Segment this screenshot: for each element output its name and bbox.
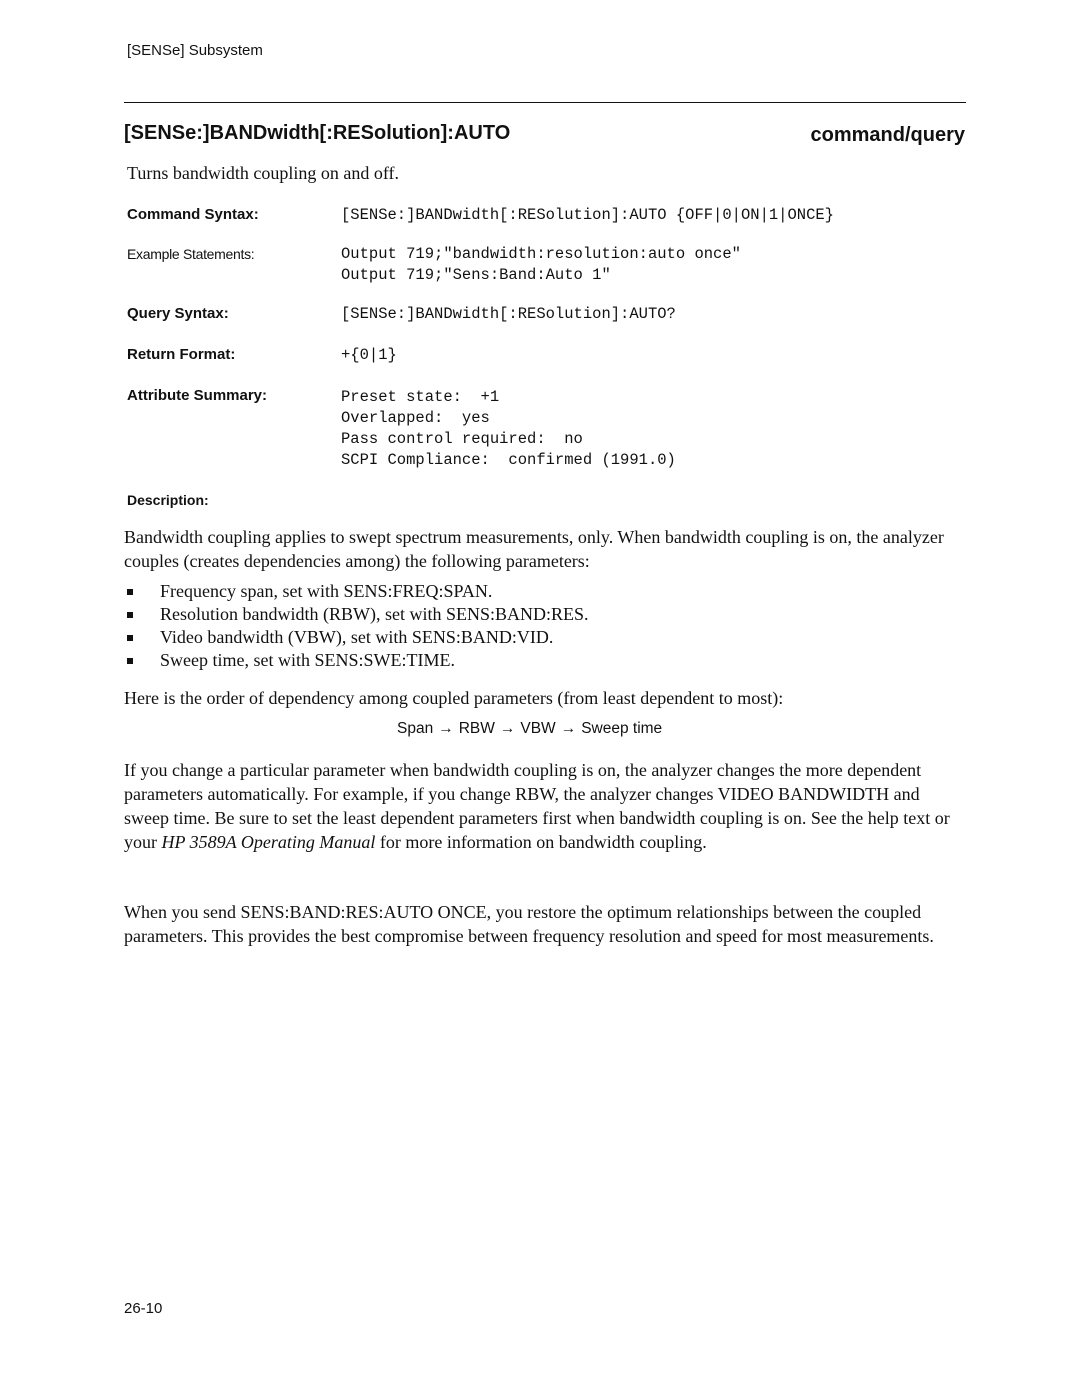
list-item bbox=[124, 626, 589, 649]
command-syntax: [SENSe:]BANDwidth[:RESolution]:AUTO {OFF|0|ON|1|ONCE} bbox=[341, 206, 834, 224]
command-type: command/query bbox=[810, 124, 965, 146]
dependency-flow bbox=[397, 720, 662, 738]
command-intro: Turns bandwidth coupling on and off. bbox=[127, 163, 399, 183]
description-paragraph: Bandwidth coupling applies to swept spectrum measurements, only. When bandwidth coupling is on, the analyzer couples (creates dependencies among) the following parameters: bbox=[124, 527, 944, 571]
attribute-pass-control: Pass control required: no bbox=[341, 430, 583, 448]
example-statement: Output 719;"bandwidth:resolution:auto once" bbox=[341, 245, 741, 263]
coupling-paragraph bbox=[124, 758, 954, 854]
arrow-right-icon: → bbox=[499, 720, 516, 737]
flow-step: VBW bbox=[520, 720, 556, 737]
return-format-label: Return Format: bbox=[127, 346, 236, 363]
list-item bbox=[124, 580, 589, 603]
list-item-text: Video bandwidth (VBW), set with SENS:BAND:VID. bbox=[160, 627, 554, 647]
bullet-icon bbox=[127, 635, 133, 641]
parameter-list bbox=[124, 580, 589, 672]
list-item-text: Frequency span, set with SENS:FREQ:SPAN. bbox=[160, 581, 493, 601]
arrow-right-icon: → bbox=[560, 720, 577, 737]
query-syntax: [SENSe:]BANDwidth[:RESolution]:AUTO? bbox=[341, 305, 676, 323]
command-title: [SENSe:]BANDwidth[:RESolution]:AUTO bbox=[124, 122, 511, 144]
bullet-icon bbox=[127, 589, 133, 595]
header-rule bbox=[124, 102, 966, 103]
example-statement: Output 719;"Sens:Band:Auto 1" bbox=[341, 266, 611, 284]
description-label: Description: bbox=[127, 492, 209, 508]
example-statements-label: Example Statements: bbox=[127, 246, 255, 262]
manual-title: HP 3589A Operating Manual bbox=[161, 832, 376, 852]
flow-step: Span bbox=[397, 720, 434, 737]
list-item-text: Sweep time, set with SENS:SWE:TIME. bbox=[160, 650, 455, 670]
list-item bbox=[124, 603, 589, 626]
list-item bbox=[124, 649, 589, 672]
attribute-preset-state: Preset state: +1 bbox=[341, 388, 500, 406]
command-syntax-label: Command Syntax: bbox=[127, 206, 259, 223]
attribute-overlapped: Overlapped: yes bbox=[341, 409, 490, 427]
dependency-paragraph: Here is the order of dependency among coupled parameters (from least dependent to most): bbox=[124, 688, 784, 708]
attribute-scpi-compliance: SCPI Compliance: confirmed (1991.0) bbox=[341, 451, 676, 469]
query-syntax-label: Query Syntax: bbox=[127, 305, 229, 322]
attribute-summary-label: Attribute Summary: bbox=[127, 387, 268, 404]
flow-step: RBW bbox=[458, 720, 495, 737]
auto-once-paragraph: When you send SENS:BAND:RES:AUTO ONCE, you restore the optimum relationships between the coupled parameters. This provides the best compromise between frequency resolution and speed for most measurements. bbox=[124, 902, 934, 946]
flow-step: Sweep time bbox=[581, 720, 663, 737]
return-format: +{0|1} bbox=[341, 346, 397, 364]
arrow-right-icon: → bbox=[438, 720, 454, 737]
coupling-text: If you change a particular parameter when bandwidth coupling is on, the analyzer changes the more dependent parameters automatically. For example, if you change RBW, the analyzer changes VIDEO BANDWIDTH and sweep time. Be sure to set the least dependent parameters first when bandwidth coupling is on. See the help text or your bbox=[124, 760, 950, 852]
page-number: 26-10 bbox=[124, 1300, 163, 1317]
list-item-text: Resolution bandwidth (RBW), set with SENS:BAND:RES. bbox=[160, 604, 589, 624]
bullet-icon bbox=[127, 658, 133, 664]
bullet-icon bbox=[127, 612, 133, 618]
running-head: [SENSe] Subsystem bbox=[127, 42, 263, 59]
coupling-text-end: for more information on bandwidth coupling. bbox=[375, 832, 707, 852]
